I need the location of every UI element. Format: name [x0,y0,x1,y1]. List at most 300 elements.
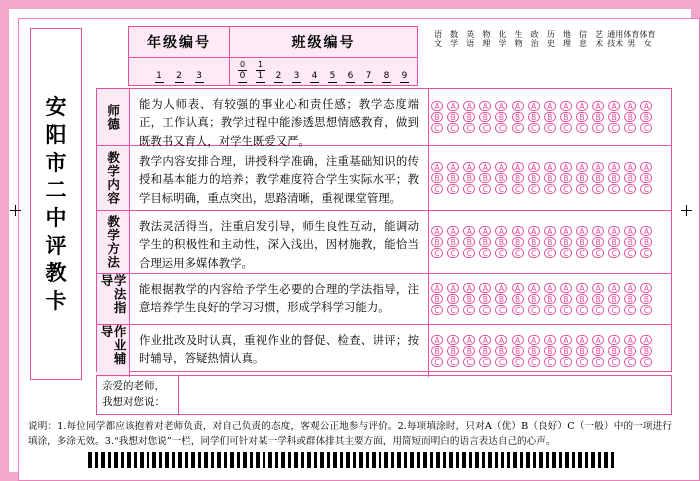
class-digit-cell[interactable] [238,60,247,83]
answer-bubble[interactable]: B [560,173,572,183]
answer-bubble[interactable]: A [624,101,636,111]
digit-mark-bar[interactable] [238,82,247,83]
answer-bubble[interactable]: C [576,248,588,258]
subject-name-line2: 息 [579,39,588,49]
answer-bubble[interactable]: C [608,184,620,194]
answer-bubble[interactable]: A [528,283,540,293]
answer-bubble[interactable]: B [640,294,652,304]
criterion-label: 学法指导 [99,274,128,315]
answer-bubble[interactable]: A [576,283,588,293]
barcode-bar [263,452,266,468]
digit-mark-bar[interactable] [400,82,409,83]
answer-bubble[interactable]: A [495,335,507,345]
answer-bubble[interactable]: C [624,184,636,194]
answer-bubble[interactable]: B [463,237,475,247]
digit-mark-bar[interactable] [175,82,184,83]
answer-bubble[interactable]: A [512,283,524,293]
answer-bubble[interactable]: C [512,184,524,194]
answer-bubble[interactable]: A [608,283,620,293]
answer-bubble[interactable]: B [431,112,443,122]
answer-bubble[interactable]: C [479,357,491,367]
answer-bubble[interactable]: C [447,184,459,194]
criterion-description: 教法灵活得当，注重启发引导，师生良性互动，能调动学生的积极性和主动性，深入浅出，因材施教，能恰当合理运用多媒体教学。 [130,211,429,273]
answer-bubble[interactable]: C [463,248,475,258]
subject-column-header [575,26,591,86]
answer-bubble[interactable]: A [528,101,540,111]
answer-bubble[interactable]: B [560,112,572,122]
answer-bubble[interactable]: C [431,248,443,258]
answer-bubble[interactable]: C [544,305,556,315]
barcode-bar [134,452,137,468]
answer-bubble[interactable]: B [544,346,556,356]
barcode-bar [301,452,304,468]
digit-mark-bar[interactable] [364,82,373,83]
answer-bubble[interactable]: C [512,305,524,315]
answer-bubble[interactable]: C [640,357,652,367]
answer-bubble[interactable]: A [528,226,540,236]
answer-bubble[interactable]: B [576,294,588,304]
answer-bubble[interactable]: C [512,123,524,133]
answer-bubble[interactable]: A [447,283,459,293]
answer-bubble[interactable]: B [544,294,556,304]
answer-bubble[interactable]: C [431,184,443,194]
barcode-bar [397,452,401,468]
class-digit-cell[interactable] [292,71,301,83]
answer-bubble[interactable]: A [512,335,524,345]
barcode-bar [327,452,330,468]
class-digit-cell[interactable] [346,71,355,83]
answer-bubble[interactable]: A [544,226,556,236]
barcode-bar [611,452,614,468]
answer-bubble[interactable]: A [495,162,507,172]
answer-bubble[interactable]: B [576,237,588,247]
answer-bubble[interactable]: C [592,184,604,194]
answer-bubble[interactable]: A [560,335,572,345]
answer-bubble[interactable]: A [640,283,652,293]
answer-bubble[interactable]: C [528,248,540,258]
answer-bubble[interactable]: B [495,346,507,356]
answer-bubble[interactable]: A [479,335,491,345]
answer-bubble[interactable]: A [447,162,459,172]
barcode-bar [172,452,175,468]
barcode-bar [185,452,188,468]
bubble-column [445,89,461,145]
answer-bubble[interactable]: C [592,123,604,133]
bubble-column [461,274,477,324]
answer-bubble[interactable]: C [528,184,540,194]
answer-bubble[interactable]: B [624,346,636,356]
answer-bubble[interactable]: B [608,237,620,247]
digit-mark-bar[interactable] [328,82,337,83]
answer-bubble[interactable]: C [463,305,475,315]
class-digit-top: 1 [257,60,264,69]
barcode-bar [294,452,298,468]
answer-bubble[interactable]: B [447,346,459,356]
answer-bubble[interactable]: C [560,184,572,194]
answer-bubble[interactable]: A [576,101,588,111]
class-digit-cell[interactable] [274,71,283,83]
answer-bubble[interactable]: C [447,305,459,315]
answer-bubble[interactable]: A [431,101,443,111]
answer-bubble[interactable]: C [544,184,556,194]
answer-bubble[interactable]: B [576,112,588,122]
answer-bubble[interactable]: A [479,162,491,172]
barcode-bar [198,452,201,468]
bubble-column [638,274,654,324]
title-char: 评 [45,232,67,258]
class-digit-cell[interactable] [256,60,265,83]
bubble-column [606,274,622,324]
title-char: 阳 [45,121,67,147]
answer-bubble[interactable]: A [560,162,572,172]
barcode-bar [314,452,317,468]
class-digit-cell[interactable] [364,71,373,83]
answer-bubble[interactable]: C [576,123,588,133]
answer-bubble[interactable]: A [431,162,443,172]
answer-bubble[interactable]: C [479,123,491,133]
answer-bubble[interactable]: B [463,346,475,356]
answer-bubble[interactable]: A [608,101,620,111]
answer-bubble[interactable]: A [624,162,636,172]
answer-bubble[interactable]: C [640,248,652,258]
answer-bubble[interactable]: B [447,112,459,122]
answer-bubble[interactable]: C [528,123,540,133]
answer-bubble[interactable]: A [463,226,475,236]
digit-mark-bar[interactable] [346,82,355,83]
answer-bubble[interactable]: B [592,346,604,356]
bubble-column [590,274,606,324]
answer-bubble[interactable]: C [608,123,620,133]
answer-bubble[interactable]: B [608,173,620,183]
answer-bubble[interactable]: B [624,294,636,304]
answer-bubble[interactable]: A [544,101,556,111]
answer-bubble[interactable]: C [560,248,572,258]
answer-bubble[interactable]: B [431,173,443,183]
class-digit-row[interactable] [230,58,417,86]
answer-bubble[interactable]: C [495,248,507,258]
answer-bubble[interactable]: A [512,226,524,236]
answer-bubble[interactable]: B [576,346,588,356]
answer-bubble[interactable]: A [447,335,459,345]
answer-bubble[interactable]: C [431,123,443,133]
answer-bubble[interactable]: C [624,123,636,133]
bubble-column [606,211,622,273]
answer-bubble[interactable]: B [560,237,572,247]
answer-bubble[interactable]: C [512,357,524,367]
class-digit-cell[interactable] [400,71,409,83]
barcode-bar [159,452,162,468]
answer-bubble[interactable]: B [447,237,459,247]
answer-bubble[interactable]: B [512,346,524,356]
answer-bubble[interactable]: A [608,226,620,236]
answer-bubble[interactable]: A [431,335,443,345]
bubble-column [574,274,590,324]
bubble-column [558,211,574,273]
answer-bubble[interactable]: A [592,226,604,236]
answer-bubble[interactable]: B [528,112,540,122]
answer-bubble[interactable]: C [495,357,507,367]
answer-bubble[interactable]: C [495,184,507,194]
answer-bubble[interactable]: C [479,248,491,258]
answer-bubble[interactable]: B [640,237,652,247]
subject-column-header [462,26,478,86]
answer-bubble[interactable]: C [576,305,588,315]
answer-bubble[interactable]: B [640,173,652,183]
subject-name-line2: 文 [434,39,443,49]
answer-bubble[interactable]: C [431,305,443,315]
answer-bubble[interactable]: A [592,283,604,293]
digit-value: 5 [329,71,336,81]
answer-bubble[interactable]: A [447,101,459,111]
answer-bubble[interactable]: A [640,101,652,111]
answer-bubble[interactable]: C [640,123,652,133]
barcode-bar [539,452,543,468]
answer-bubble[interactable]: B [640,112,652,122]
answer-bubble[interactable]: A [640,162,652,172]
answer-bubble[interactable]: A [447,226,459,236]
answer-bubble[interactable]: C [447,248,459,258]
answer-bubble[interactable]: A [544,162,556,172]
message-write-area[interactable] [179,376,671,414]
table-row [97,325,671,377]
answer-bubble[interactable]: B [463,112,475,122]
digit-mark-bar[interactable] [292,82,301,83]
answer-bubble[interactable]: B [463,294,475,304]
digit-mark-bar[interactable] [256,82,265,83]
answer-bubble[interactable]: A [640,226,652,236]
digit-value: 7 [365,71,372,81]
answer-bubble[interactable]: A [431,226,443,236]
answer-bubble[interactable]: B [431,237,443,247]
answer-bubble[interactable]: A [576,335,588,345]
answer-bubble[interactable]: B [528,237,540,247]
barcode-bar [520,452,523,468]
answer-bubble[interactable]: B [495,294,507,304]
answer-bubble[interactable]: B [544,237,556,247]
answer-bubble[interactable]: C [544,357,556,367]
answer-bubble[interactable]: B [495,112,507,122]
answer-bubble[interactable]: B [512,294,524,304]
answer-bubble[interactable]: B [560,294,572,304]
answer-bubble[interactable]: A [463,101,475,111]
answer-bubble[interactable]: B [608,112,620,122]
answer-bubble[interactable]: A [463,162,475,172]
answer-bubble[interactable]: C [528,357,540,367]
answer-bubble[interactable]: C [576,184,588,194]
answer-bubble[interactable]: A [560,101,572,111]
bubble-column [445,211,461,273]
answer-bubble[interactable]: B [447,173,459,183]
class-digit-cell[interactable] [328,71,337,83]
answer-bubble[interactable]: C [447,123,459,133]
answer-bubble[interactable]: B [592,112,604,122]
answer-bubble[interactable]: B [528,346,540,356]
answer-bubble[interactable]: B [495,237,507,247]
answer-bubble[interactable]: A [560,226,572,236]
digit-mark-bar[interactable] [382,82,391,83]
answer-bubble[interactable]: C [447,357,459,367]
subject-name-line2: 技术 [607,39,624,49]
barcode-bar [217,452,221,468]
answer-bubble[interactable]: A [544,335,556,345]
answer-bubble[interactable]: C [624,248,636,258]
answer-bubble[interactable]: B [592,294,604,304]
bubble-column [526,325,542,377]
answer-bubble[interactable]: A [624,335,636,345]
answer-bubble[interactable]: A [463,283,475,293]
answer-bubble[interactable]: C [431,357,443,367]
answer-bubble[interactable]: B [592,237,604,247]
criterion-label-cell [97,325,130,377]
answer-bubble[interactable]: C [608,248,620,258]
answer-bubble[interactable]: B [479,173,491,183]
answer-bubble[interactable]: B [512,237,524,247]
answer-bubble[interactable]: B [528,294,540,304]
answer-bubble[interactable]: C [624,357,636,367]
subject-name-line1: 通用 [607,30,624,39]
answer-bubble[interactable]: C [463,357,475,367]
answer-bubble[interactable]: B [608,346,620,356]
digit-mark-bar[interactable] [155,82,164,83]
answer-bubble[interactable]: B [560,346,572,356]
answer-bubble[interactable]: C [544,123,556,133]
answer-bubble[interactable]: B [544,112,556,122]
answer-bubble[interactable]: C [495,305,507,315]
answer-bubble[interactable]: A [560,283,572,293]
digit-mark-bar[interactable] [310,82,319,83]
answer-bubble[interactable]: C [640,184,652,194]
answer-bubble[interactable]: A [624,226,636,236]
answer-bubble[interactable]: C [624,305,636,315]
answer-bubble[interactable]: C [495,123,507,133]
answer-bubble[interactable]: A [431,283,443,293]
answer-bubble[interactable]: B [463,173,475,183]
answer-bubble[interactable]: C [479,184,491,194]
answer-bubble[interactable]: C [479,305,491,315]
answer-bubble[interactable]: C [592,248,604,258]
class-digit-cell[interactable] [382,71,391,83]
answer-bubble[interactable]: C [560,123,572,133]
criterion-description: 能为人师表、有较强的事业心和责任感；教学态度端正，工作认真；教学过程中能渗透思想情感教育，做到既教书又育人，对学生既爱又严。 [130,89,429,145]
barcode-bar [488,452,492,468]
bubble-column [622,211,638,273]
grade-digit-row[interactable] [129,58,230,86]
subject-name-line2: 理 [562,39,571,49]
answer-bubble[interactable]: C [512,248,524,258]
answer-bubble[interactable]: B [512,112,524,122]
grade-digit-cell[interactable] [195,71,204,83]
answer-bubble[interactable]: B [640,346,652,356]
digit-mark-bar[interactable] [274,82,283,83]
answer-bubble[interactable]: C [576,357,588,367]
answer-bubble[interactable]: B [512,173,524,183]
answer-bubble[interactable]: A [528,335,540,345]
answer-bubble[interactable]: C [463,184,475,194]
answer-bubble[interactable]: A [544,283,556,293]
barcode-bar [108,452,111,468]
answer-bubble[interactable]: A [624,283,636,293]
answer-bubble[interactable]: A [495,283,507,293]
grade-digit-cell[interactable] [175,71,184,83]
answer-bubble[interactable]: B [528,173,540,183]
answer-bubble[interactable]: C [463,123,475,133]
answer-bubble[interactable]: A [592,162,604,172]
bubble-column [558,89,574,145]
answer-bubble[interactable]: C [608,305,620,315]
answer-bubble[interactable]: A [528,162,540,172]
answer-bubble[interactable]: B [624,173,636,183]
answer-bubble[interactable]: B [592,173,604,183]
bubble-column [558,325,574,377]
answer-bubble[interactable]: A [608,335,620,345]
bubble-column [461,146,477,210]
answer-bubble[interactable]: A [512,101,524,111]
digit-value: 1 [156,71,162,81]
answer-bubble[interactable]: B [495,173,507,183]
bubble-column [429,274,445,324]
bubble-column [590,146,606,210]
answer-bubble[interactable]: C [592,357,604,367]
answer-bubble[interactable]: B [576,173,588,183]
bubble-column [429,146,445,210]
answer-bubble[interactable]: B [431,294,443,304]
answer-bubble[interactable]: A [592,101,604,111]
answer-bubble[interactable]: C [560,305,572,315]
subject-name-line1: 体育 [639,30,656,39]
answer-bubble[interactable]: A [479,101,491,111]
digit-mark-bar[interactable] [195,82,204,83]
bubble-column [622,274,638,324]
grade-digit-cell[interactable] [155,71,164,83]
answer-bubble[interactable]: B [624,112,636,122]
bubble-column [590,89,606,145]
answer-bubble[interactable]: B [447,294,459,304]
answer-bubble[interactable]: B [479,294,491,304]
criterion-label: 师德 [105,103,121,131]
answer-bubble[interactable]: B [479,237,491,247]
answer-bubble[interactable]: A [576,162,588,172]
answer-bubble[interactable]: B [608,294,620,304]
answer-bubble[interactable]: A [576,226,588,236]
answer-bubble[interactable]: B [479,112,491,122]
answer-bubble[interactable]: A [463,335,475,345]
criterion-label-cell [97,211,130,273]
answer-bubble[interactable]: A [495,226,507,236]
barcode-bar [585,452,588,468]
answer-bubble[interactable]: A [479,283,491,293]
answer-bubble[interactable]: A [592,335,604,345]
answer-bubble[interactable]: B [544,173,556,183]
answer-bubble[interactable]: B [624,237,636,247]
answer-bubble[interactable]: B [431,346,443,356]
answer-bubble[interactable]: C [608,357,620,367]
answer-bubble[interactable]: A [512,162,524,172]
answer-bubble[interactable]: A [608,162,620,172]
barcode-bar [165,452,169,468]
answer-bubble[interactable]: C [560,357,572,367]
answer-bubble[interactable]: A [479,226,491,236]
barcode-bar [101,452,105,468]
answer-bubble[interactable]: C [544,248,556,258]
answer-bubble[interactable]: B [479,346,491,356]
answer-bubble[interactable]: C [528,305,540,315]
answer-bubble[interactable]: C [592,305,604,315]
class-digit-cell[interactable] [310,71,319,83]
answer-bubble[interactable]: A [640,335,652,345]
answer-bubble[interactable]: A [495,101,507,111]
subject-name-line2: 史 [546,39,555,49]
answer-bubble[interactable]: C [640,305,652,315]
